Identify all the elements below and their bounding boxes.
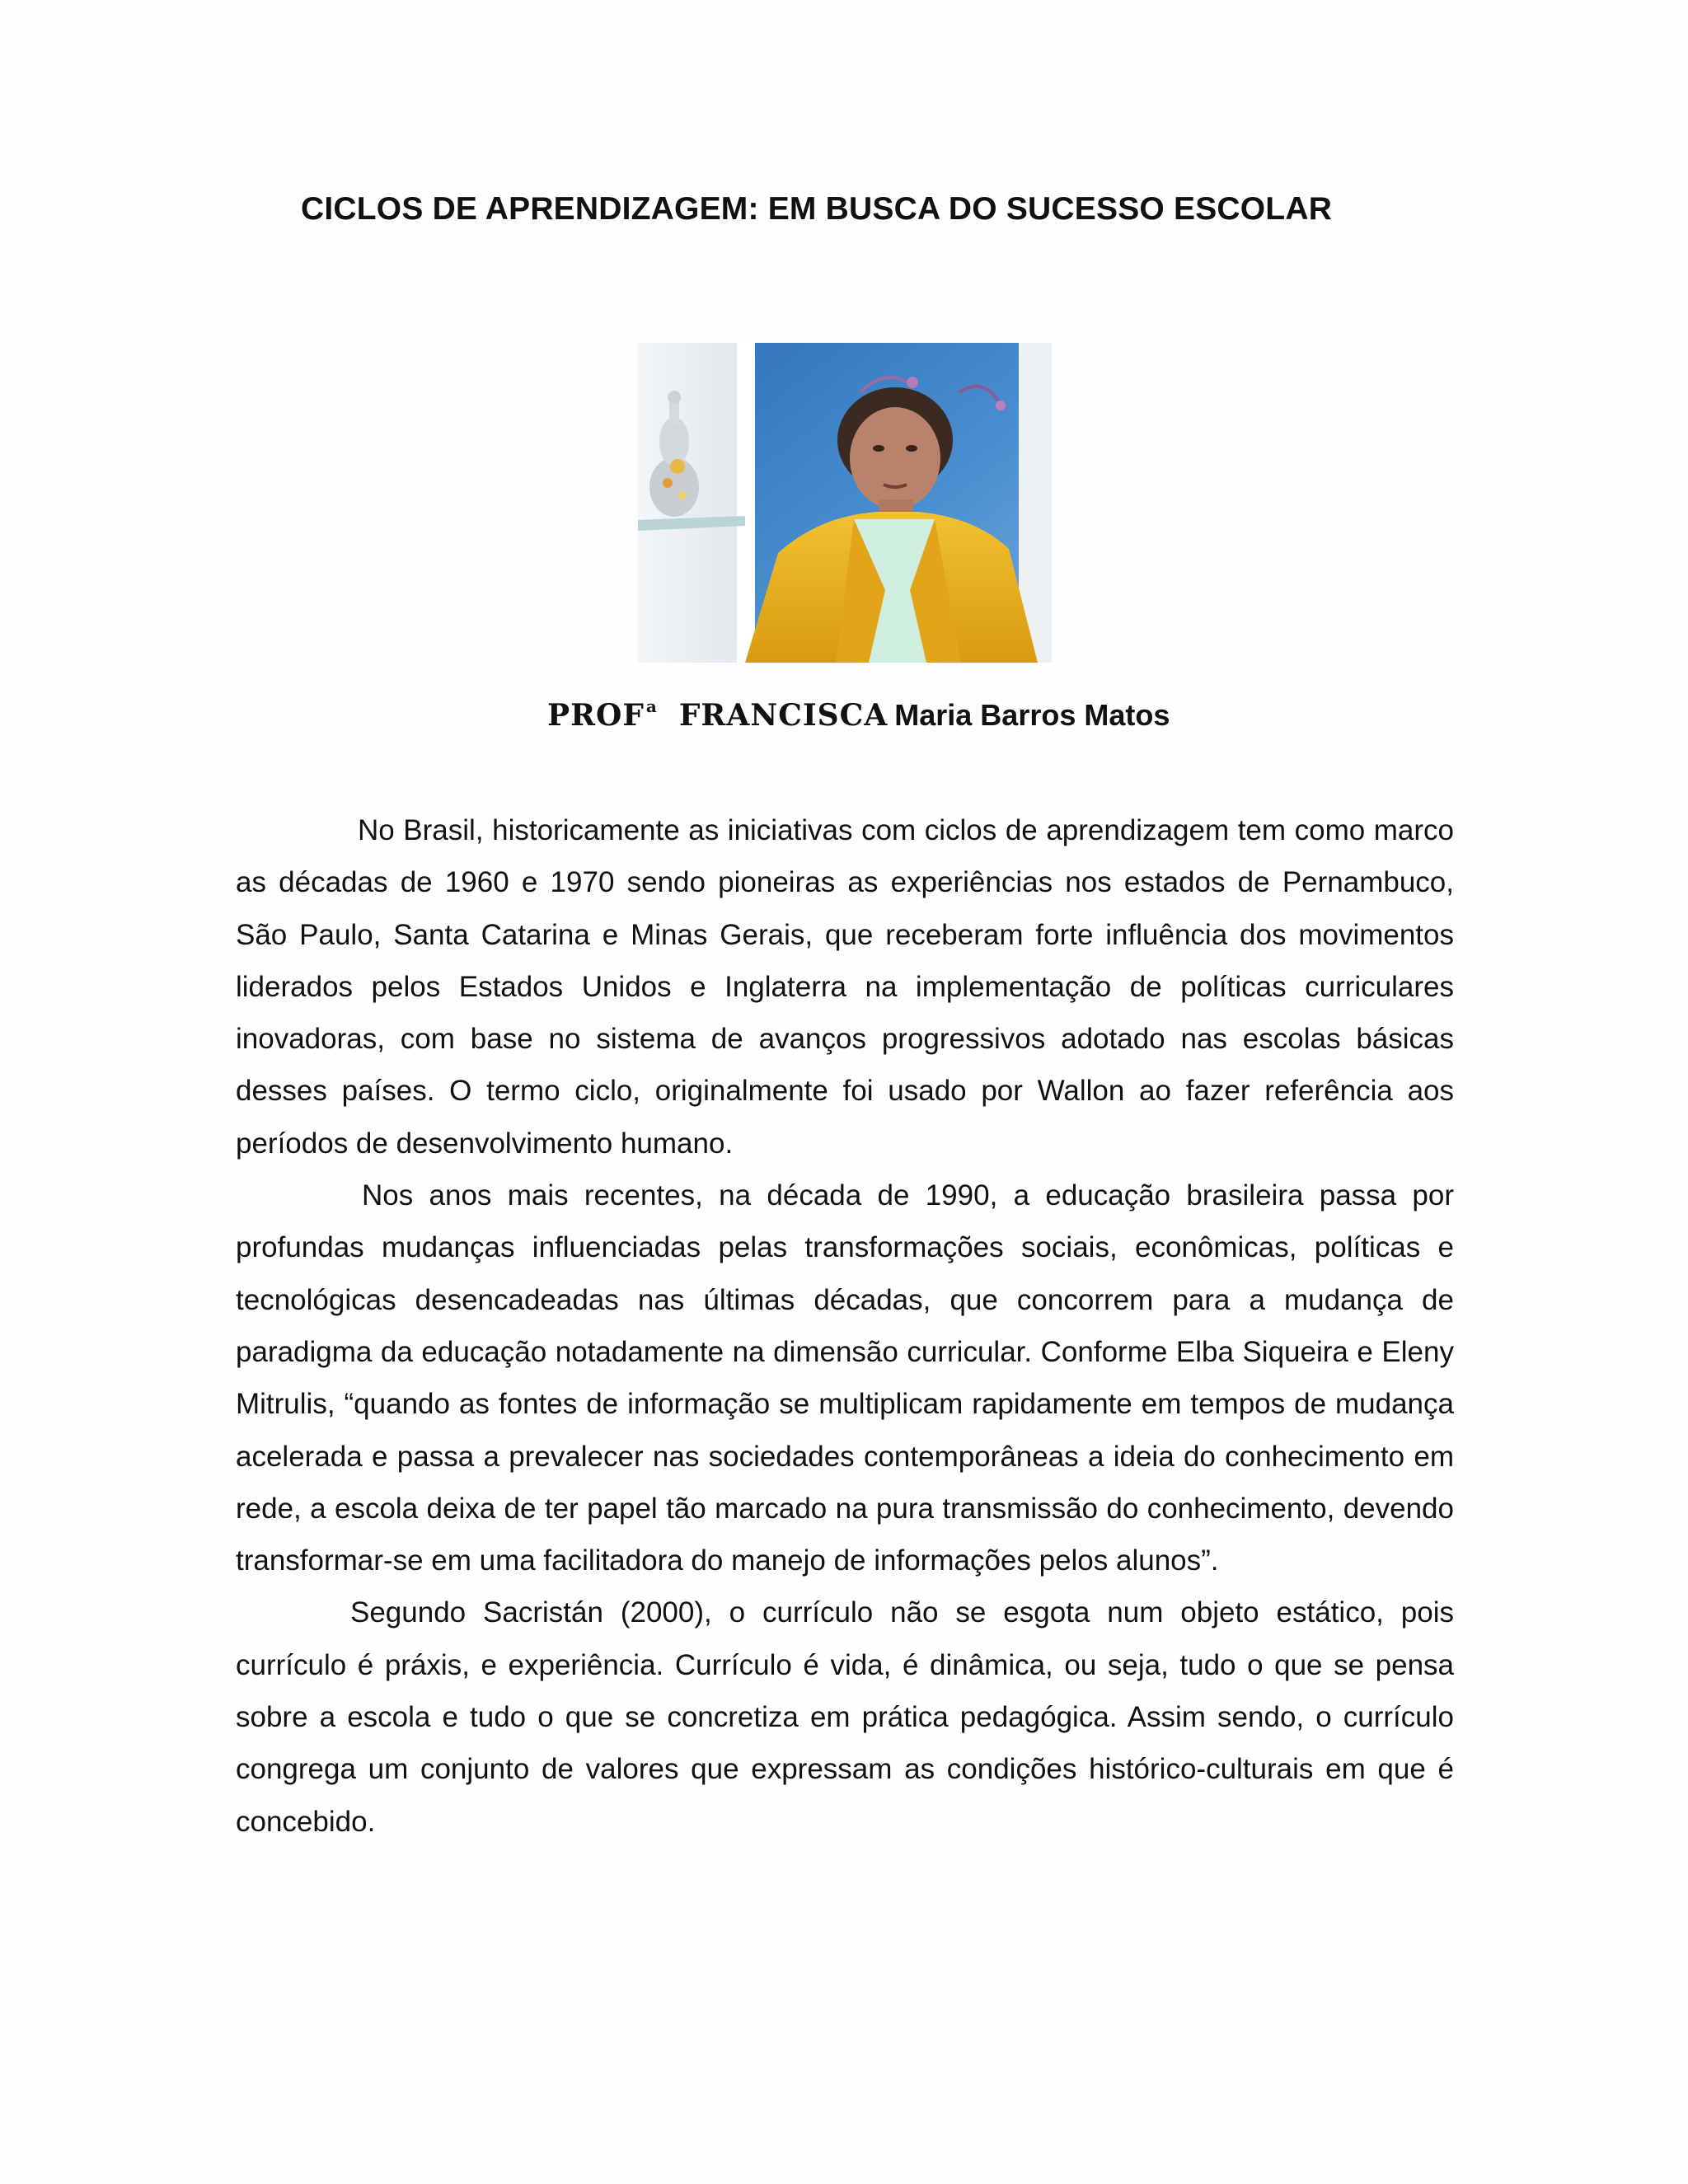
document-title: CICLOS DE APRENDIZAGEM: EM BUSCA DO SUCESSO ESCOLAR: [301, 191, 1333, 227]
article-body: [236, 804, 1454, 1848]
paragraph: Nos anos mais recentes, na década de 1990, a educação brasileira passa por profundas mudanças influenciadas pelas transformações sociais, econômicas, políticas e tecnológicas desencadeadas nas últimas décadas, que concorrem para a mudança de paradigma da educação notadamente na dimensão curricular. Conforme Elba Siqueira e Eleny Mitrulis, “quando as fontes de informação se multiplicam rapidamente em tempos de mudança acelerada e passa a prevalecer nas sociedades contemporâneas a ideia do conhecimento em rede, a escola deixa de ter papel tão marcado na pura transmissão do conhecimento, devendo transformar-se em uma facilitadora do manejo de informações pelos alunos”.: [236, 1179, 1454, 1577]
author-prefix: PROF $^a$: [547, 696, 658, 733]
author-first-name: FRANCISCA: [678, 698, 889, 733]
portrait-photo: [638, 343, 1052, 663]
author-line: [547, 696, 1170, 733]
paragraph: Segundo Sacristán (2000), o currículo não se esgota num objeto estático, pois currículo é práxis, e experiência. Currículo é vida, é dinâmica, ou seja, tudo o que se pensa sobre a escola e tudo o que se concretiza em prática pedagógica. Assim sendo, o currículo congrega um conjunto de valores que expressam as condições histórico-culturais em que é concebido.: [236, 1596, 1454, 1838]
author-rest-of-name: Maria Barros Matos: [894, 698, 1170, 732]
author-prefix-superscript: a: [645, 696, 658, 716]
paragraph: No Brasil, historicamente as iniciativas com ciclos de aprendizagem tem como marco as décadas de 1960 e 1970 sendo pioneiras as experiências nos estados de Pernambuco, São Paulo, Santa Catarina e Minas Gerais, que receberam forte influência dos movimentos liderados pelos Estados Unidos e Inglaterra na implementação de políticas curriculares inovadoras, com base no sistema de avanços progressivos adotado nas escolas básicas desses países. O termo ciclo, originalmente foi usado por Wallon ao fazer referência aos períodos de desenvolvimento humano.: [236, 814, 1454, 1160]
